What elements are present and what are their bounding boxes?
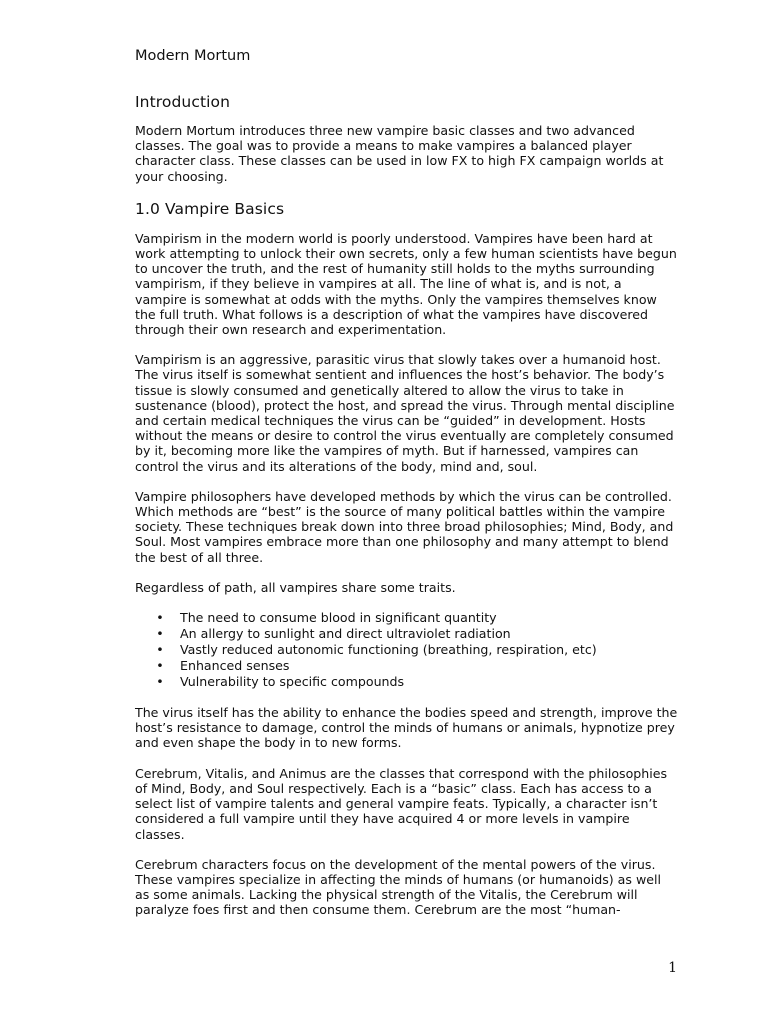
bullet-icon: • — [156, 610, 164, 626]
trait-text: The need to consume blood in significant quantity — [180, 610, 497, 626]
list-item — [135, 658, 680, 674]
bullet-icon: • — [156, 658, 164, 674]
vampire-basics-heading: 1.0 Vampire Basics — [135, 199, 285, 218]
introduction-paragraph: Modern Mortum introduces three new vampire basic classes and two advanced classes. The goal was to provide a means to make vampires a balanced player character class. These classes can be used in low FX to high FX campaign worlds at your choosing. — [135, 123, 664, 184]
paragraph-shared-traits-intro: Regardless of path, all vampires share some traits. — [135, 579, 456, 595]
introduction-heading: Introduction — [135, 93, 231, 111]
trait-text: Vastly reduced autonomic functioning (breathing, respiration, etc) — [180, 642, 597, 658]
running-header-title: Modern Mortum — [135, 48, 251, 64]
trait-text: Vulnerability to specific compounds — [180, 674, 405, 690]
trait-text: Enhanced senses — [180, 658, 290, 674]
bullet-icon: • — [156, 642, 164, 658]
bullet-icon: • — [156, 626, 164, 642]
page-number: 1 — [668, 960, 677, 976]
list-item — [135, 642, 680, 658]
list-item — [135, 610, 680, 626]
bullet-icon: • — [156, 674, 164, 690]
paragraph-philosophies: Vampire philosophers have developed methods by which the virus can be controlled. Which methods are “best” is the source of many political battles within the vampire society. These techniques break down into three broad philosophies; Mind, Body, and Soul. Most vampires embrace more than one philosophy and many attempt to blend the best of all three. — [135, 488, 674, 565]
paragraph-classes-overview: Cerebrum, Vitalis, and Animus are the classes that correspond with the philosophies of Mind, Body, and Soul respectively. Each is a “basic” class. Each has access to a select list of vampire talents and general vampire feats. Typically, a character isn’t considered a full vampire until they have acquired 4 or more levels in vampire classes. — [135, 765, 668, 842]
paragraph-virus-description: Vampirism is an aggressive, parasitic virus that slowly takes over a humanoid host. The virus itself is somewhat sentient and influences the host’s behavior. The body’s tissue is slowly consumed and genetically altered to allow the virus to take in sustenance (blood), protect the host, and spread the virus. Through mental discipline and certain medical techniques the virus can be “guided” in development. Hosts without the means or desire to control the virus eventually are completely consumed by it, becoming more like the vampires of myth. But if harnessed, vampires can control the virus and its alterations of the body, mind and, soul. — [135, 352, 675, 474]
paragraph-cerebrum: Cerebrum characters focus on the development of the mental powers of the virus. These vampires specialize in affecting the minds of humans (or humanoids) as well as some animals. Lacking the physical strength of the Vitalis, the Cerebrum will paralyze foes first and then consume them. Cerebrum are the most “human- — [135, 856, 661, 918]
trait-text: An allergy to sunlight and direct ultraviolet radiation — [180, 626, 511, 642]
paragraph-virus-abilities: The virus itself has the ability to enhance the bodies speed and strength, improve the host’s resistance to damage, control the minds of humans or animals, hypnotize prey and even shape the body in to new forms. — [135, 705, 678, 751]
document-body — [135, 92, 680, 933]
traits-list — [135, 610, 680, 690]
paragraph-vampirism-understood: Vampirism in the modern world is poorly understood. Vampires have been hard at work attempting to unlock their own secrets, only a few human scientists have begun to uncover the truth, and the rest of humanity still holds to the myths surrounding vampirism, if they believe in vampires at all. The line of what is, and is not, a vampire is somewhat at odds with the myths. Only the vampires themselves know the full truth. What follows is a description of what the vampires have discovered through their own research and experimentation. — [135, 230, 677, 338]
list-item — [135, 674, 680, 690]
list-item — [135, 626, 680, 642]
